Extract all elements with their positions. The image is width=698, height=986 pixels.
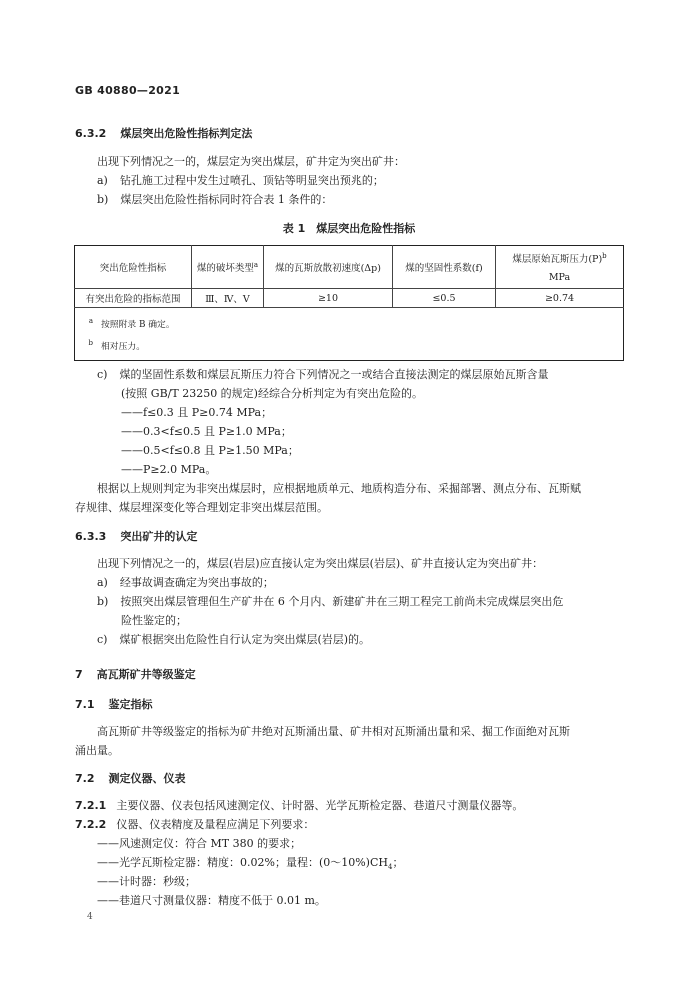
table-notes [75,308,624,361]
section-heading-6-3-3 [75,528,197,544]
section-title: 鉴定指标 [108,698,153,711]
section-title: 突出矿井的认定 [120,530,198,543]
table-caption: 表 1 煤层突出危险性指标 [282,222,416,235]
list-item-c-cont: (按照 GB/T 23250 的规定)经综合分析判定为有突出危险的。 [121,387,423,400]
list-mark: a) [97,174,108,187]
hazard-index-table [74,245,624,361]
list-text: 钻孔施工过程中发生过喷孔、顶钻等明显突出预兆的； [119,174,384,187]
list-mark: c) [97,633,108,646]
dash-item: ——光学瓦斯检定器：精度：0.02%；量程：$(0\sim 10\%)CH_4$； [97,856,404,872]
section-heading-6-3-2 [75,125,252,141]
table-cell: Ⅲ、Ⅳ、Ⅴ [192,289,264,308]
list-mark: a) [97,576,108,589]
list-text: 经事故调查确定为突出事故的； [119,576,274,589]
section-title: 测定仪器、仪表 [108,772,186,785]
paragraph-71: 高瓦斯矿井等级鉴定的指标为矿井绝对瓦斯涌出量、矿井相对瓦斯涌出量和采、掘工作面绝对瓦斯 [97,725,570,738]
dash-item: ——0.3<f≤0.5 且 P≥1.0 MPa； [121,425,292,438]
section-heading-7-1 [75,696,153,712]
paragraph-intro: 出现下列情况之一的，煤层定为突出煤层，矿井定为突出矿井： [97,155,405,168]
dash-item: ——f≤0.3 且 P≥0.74 MPa； [121,406,273,419]
list-item-c [97,366,548,382]
page-number: 4 [87,912,93,922]
dash-item: ——0.5<f≤0.8 且 P≥1.50 MPa； [121,444,299,457]
section-title: 高瓦斯矿井等级鉴定 [96,668,196,681]
clause-7-2-1 [75,797,523,813]
clause-7-2-2 [75,816,314,832]
list-item-b [97,593,563,609]
section-number: 7.1 [75,698,95,711]
list-mark: b) [97,595,109,608]
list-item-c [97,631,370,647]
table-cell: ≥0.74 [496,289,624,308]
table-cell: ≤0.5 [393,289,496,308]
table-header-cell: 突出危险性指标 [75,246,192,289]
dash-item: ——巷道尺寸测量仪器：精度不低于 0.01 m。 [97,894,326,907]
list-item-b [97,191,332,207]
dash-item: ——计时器：秒级； [97,875,196,888]
paragraph-rule: 根据以上规则判定为非突出煤层时，应根据地质单元、地质构造分布、采掘部署、测点分布、瓦斯赋 [97,482,581,495]
section-number: 7.2 [75,772,95,785]
list-mark: b) [97,193,109,206]
list-text: 煤的坚固性系数和煤层瓦斯压力符合下列情况之一或结合直接法测定的煤层原始瓦斯含量 [119,368,549,381]
section-number: 6.3.3 [75,530,107,543]
section-number: 6.3.2 [75,127,107,140]
dash-item: ——P≥2.0 MPa。 [121,463,217,476]
chapter-heading-7 [75,666,196,682]
table-header-row [75,246,624,289]
table-cell: 有突出危险的指标范围 [75,289,192,308]
clause-number: 7.2.1 [75,799,107,812]
list-item-a [97,574,274,590]
list-item-a [97,172,384,188]
section-number: 7 [75,668,83,681]
section-title: 煤层突出危险性指标判定法 [120,127,253,140]
list-text: 煤层突出危险性指标同时符合表 1 条件的： [120,193,333,206]
list-text: 煤矿根据突出危险性自行认定为突出煤层(岩层)的。 [119,633,371,646]
table-note-b: b 相对压力。 [88,338,145,352]
table-note-a: a 按照附录 B 确定。 [88,317,175,330]
clause-text: 主要仪器、仪表包括风速测定仪、计时器、光学瓦斯检定器、巷道尺寸测量仪器等。 [116,799,524,812]
clause-text: 仪器、仪表精度及量程应满足下列要求： [116,818,315,831]
list-mark: c) [97,368,108,381]
standard-code-header: GB 40880—2021 [75,84,181,97]
dash-item: ——风速测定仪：符合 MT 380 的要求； [97,837,302,850]
table-row [75,289,624,308]
table-header-cell: 煤的坚固性系数(f) [393,246,496,289]
paragraph-rule-cont: 存规律、煤层埋深变化等合理划定非突出煤层范围。 [75,501,328,514]
list-item-b-cont: 险性鉴定的； [121,614,187,627]
section-heading-7-2 [75,770,186,786]
table-header-cell: 煤的瓦斯放散初速度(Δp) [264,246,393,289]
table-header-cell: 煤的破坏类型$^a$ [192,246,264,289]
clause-number: 7.2.2 [75,818,107,831]
table-notes-row [75,308,624,361]
table-header-cell: 煤层原始瓦斯压力(P)$^b$ MPa [496,246,624,289]
table-cell: ≥10 [264,289,393,308]
list-text: 按照突出煤层管理但生产矿井在 6 个月内、新建矿井在三期工程完工前尚未完成煤层突出危 [120,595,564,608]
paragraph-633: 出现下列情况之一的，煤层(岩层)应直接认定为突出煤层(岩层)、矿井直接认定为突出矿井： [97,557,544,570]
paragraph-71-cont: 涌出量。 [75,744,119,757]
